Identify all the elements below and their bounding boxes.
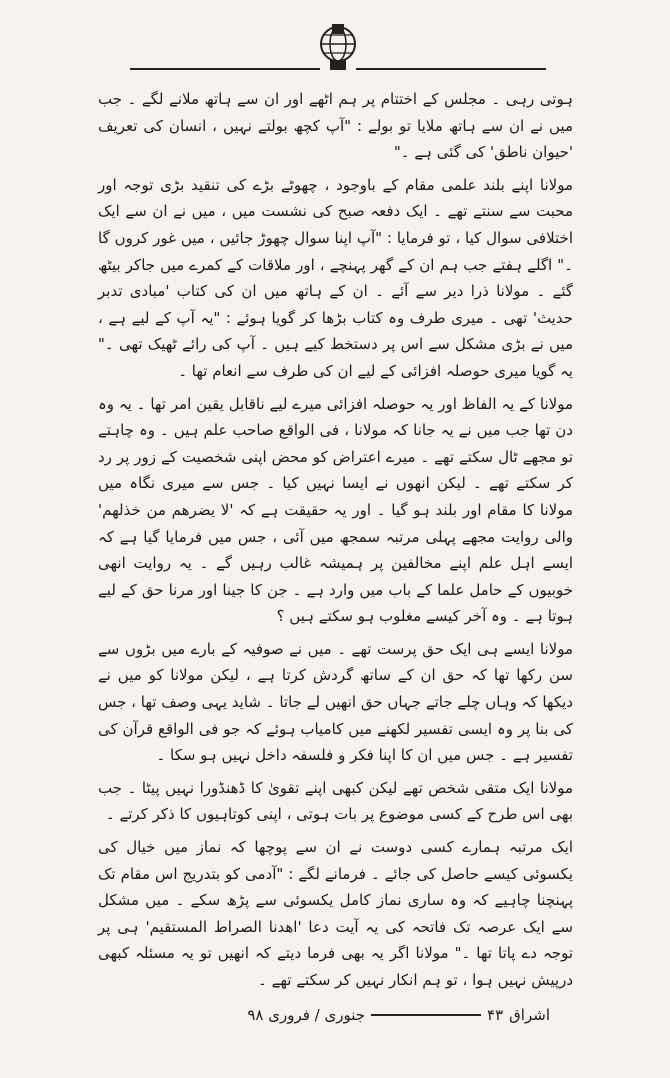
paragraph: مولانا اپنے بلند علمی مقام کے باوجود ، چھوٹے بڑے کی تنقید بڑی توجہ اور محبت سے سنتے تھے ۔ ایک دفعہ صبح کی نشست میں ، میں نے ان سے ایک اختلافی سوال کیا ، تو فرمایا : "آپ اپنا سوال چھوڑ جائیں ، میں غور کروں گا ۔" اگلے ہفتے جب ہم ان کے گھر پہنچے ، اور ملاقات کے کمرے میں جاکر بیٹھ گئے ۔ مولانا ذرا دیر سے آئے ۔ ان کے ہاتھ میں ان کی کتاب 'مبادی تدبر حدیث' تھی ۔ میری طرف وہ کتاب بڑھا کر گویا ہوئے : "یہ آپ کے لیے ہے ، میں نے بڑی مشکل سے اس پر دستخط کیے ہیں ۔ آپ کی رائے ٹھیک تھی ۔" یہ گویا میری حوصلہ افزائی کے لیے ان کی طرف سے انعام تھا ۔ [98,175,573,380]
paragraph: مولانا ایسے ہی ایک حق پرست تھے ۔ میں نے صوفیہ کے بارے میں بڑوں سے سن رکھا تھا کہ حق ان کے ساتھ گردش کرتا ہے ، لیکن مولانا کو میں نے دیکھا کہ وہاں چلے جاتے جہاں حق انھیں لے جاتا ۔ شاید یہی وصف تھا ، جس کی بنا پر وہ ایسی تفسیر لکھنے میں کامیاب ہوئے کہ جو فی الواقع قرآن کی تفسیر ہے ۔ جس میں ان کا اپنا فکر و فلسفہ داخل نہیں ہو سکا ۔ [98,639,573,765]
globe-logo-icon [318,20,358,72]
article-body [98,86,573,1000]
paragraph: مولانا ایک متقی شخص تھے لیکن کبھی اپنے تقویٰ کا ڈھنڈورا نہیں پیٹا ۔ جب بھی اس طرح کے کسی موضوع پر بات ہوتی ، اپنی کوتاہیوں کا ذکر کرتے ۔ [98,778,573,824]
header-rule-left [130,68,320,70]
footer-rule [371,1014,481,1016]
header-rule-right [356,68,546,70]
paragraph: مولانا کے یہ الفاظ اور یہ حوصلہ افزائی میرے لیے ناقابل یقین امر تھا ۔ یہ وہ دن تھا جب میں نے یہ جانا کہ مولانا ، فی الواقع صاحب علم ہیں ۔ وہ چاہتے تو مجھے ٹال سکتے تھے ۔ میرے اعتراض کو محض اپنی شخصیت کے زور پر رد کر سکتے تھے ۔ لیکن انھوں نے ایسا نہیں کیا ۔ جس سے میری نگاہ میں مولانا کا مقام اور بلند ہو گیا ۔ اور یہ حقیقت ہے کہ 'لا یضرھم من خذلھم' والی روایت مجھے پہلی مرتبہ سمجھ میں آئی ، جس میں فرمایا گیا ہے کہ ایسے اہل علم اپنے مخالفین پر ہمیشہ غالب رہیں گے ۔ یہ روایت انھی خوبیوں کے حامل علما کے باب میں وارد ہے ۔ جن کا جینا اور مرنا حق کے لیے ہوتا ہے ۔ وہ آخر کیسے مغلوب ہو سکتے ہیں ؟ [98,394,573,626]
paragraph: ایک مرتبہ ہمارے کسی دوست نے ان سے پوچھا کہ نماز میں خیال کی یکسوئی کیسے حاصل کی جائے ۔ فرمانے لگے : "آدمی کو بتدریج اس مقام تک پہنچنا چاہیے کہ وہ ساری نماز کامل یکسوئی سے پڑھ سکے ۔ میں مشکل سے ایک عرصہ تک فاتحہ کی یہ آیت دعا 'اھدنا الصراط المستقیم' ہی پر توجہ دے پاتا تھا ۔" مولانا اگر یہ بھی فرما دیتے کہ انھیں تو یہ مسئلہ کبھی درپیش نہیں ہوا ، تو ہم انکار نہیں کر سکتے تھے ۔ [98,838,573,989]
page-number: ۴۳ [487,1006,504,1024]
page-footer [150,1006,550,1024]
issue-date: جنوری / فروری ۹۸ [247,1006,366,1024]
journal-name: اشراق [509,1006,550,1024]
paragraph: ہوتی رہی ۔ مجلس کے اختتام پر ہم اٹھے اور ان سے ہاتھ ملانے لگے ۔ جب میں نے ان سے ہاتھ ملایا تو بولے : "آپ کچھ بولتے نہیں ، انسان کی تعریف 'حیوان ناطق' کی گئی ہے ۔" [98,90,573,162]
